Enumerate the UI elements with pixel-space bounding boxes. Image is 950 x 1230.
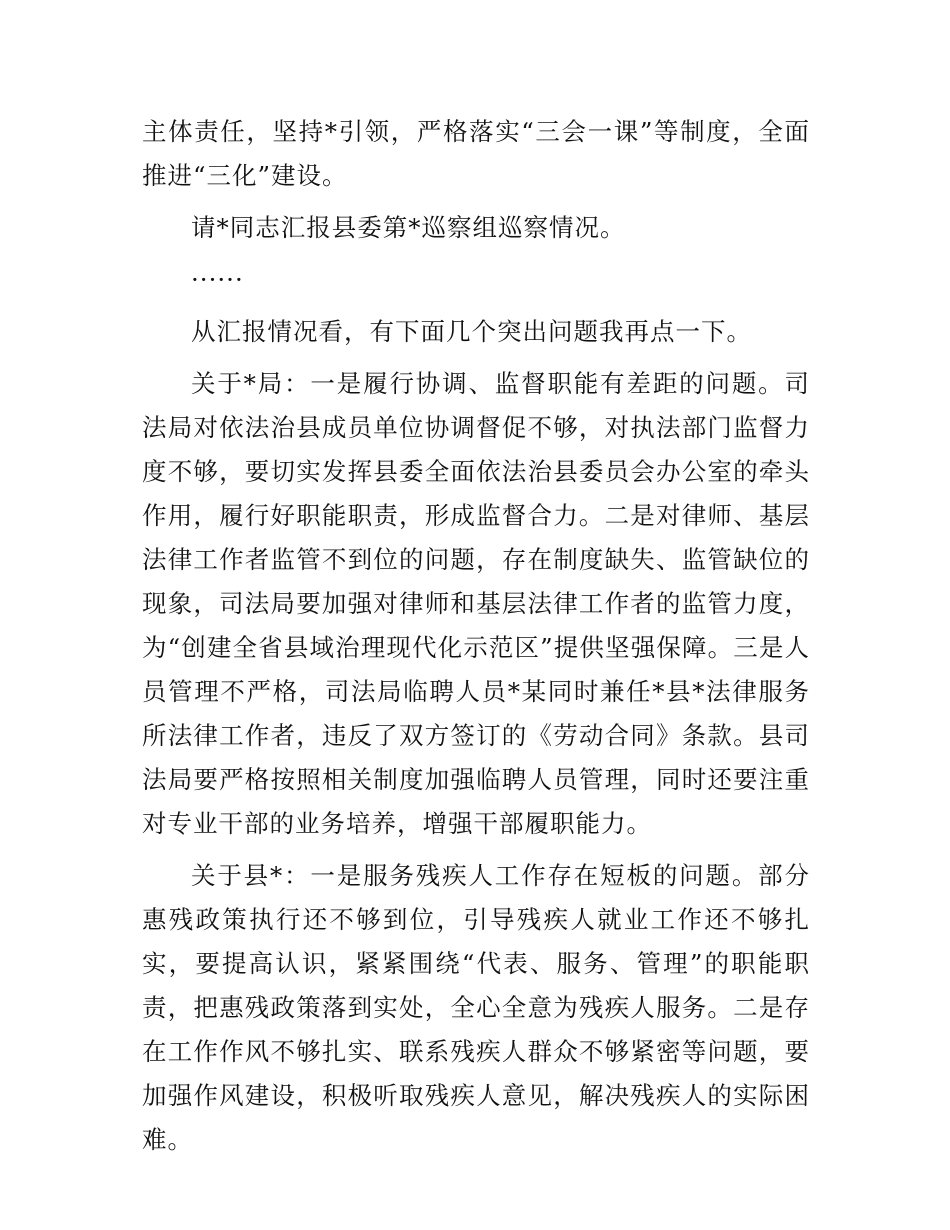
paragraph-ellipsis: ······ xyxy=(191,265,244,294)
paragraph-report-request: 请*同志汇报县委第*巡察组巡察情况。 xyxy=(191,213,626,242)
paragraph-continuation: 主体责任，坚持*引领，严格落实“三会一课”等制度，全面推进“三化”建设。 xyxy=(142,117,810,190)
paragraph-bureau-issues: 关于*局：一是履行协调、监督职能有差距的问题。司法局对依法治县成员单位协调督促不够，对执法部门监督力度不够，要切实发挥县委全面依法治县委员会办公室的牵头作用，履行好职能职责，形成监督合力。二是对律师、基层法律工作者监管不到位的问题，存在制度缺失、监管缺位的现象，司法局要加强对律师和基层法律工作者的监管力度，为“创建全省县域治理现代化示范区”提供坚强保障。三是人员管理不严格，司法局临聘人员*某同时兼任*县*法律服务所法律工作者，违反了双方签订的《劳动合同》条款。县司法局要严格按照相关制度加强临聘人员管理，同时还要注重对专业干部的业务培养，增强干部履职能力。 xyxy=(142,369,810,838)
paragraph-county-issues: 关于县*：一是服务残疾人工作存在短板的问题。部分惠残政策执行还不够到位，引导残疾人就业工作还不够扎实，要提高认识，紧紧围绕“代表、服务、管理”的职能职责，把惠残政策落到实处，全心全意为残疾人服务。二是存在工作作风不够扎实、联系残疾人群众不够紧密等问题，要加强作风建设，积极听取残疾人意见，解决残疾人的实际困难。 xyxy=(142,861,810,1154)
document-body xyxy=(142,110,810,1170)
paragraph-summary-intro: 从汇报情况看，有下面几个突出问题我再点一下。 xyxy=(191,317,752,346)
